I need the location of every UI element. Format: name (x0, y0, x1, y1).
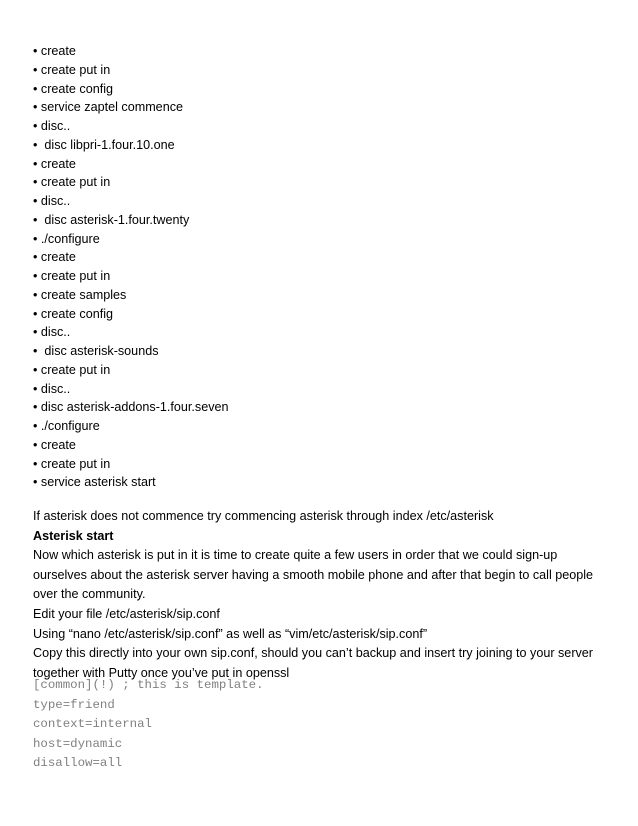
list-item: • create put in (33, 362, 111, 377)
list-item: • create put in (33, 269, 111, 283)
list-item: • disc asterisk-addons-1.four.seven (33, 400, 229, 415)
list-item: • create config (33, 81, 114, 96)
edit-instruction: Edit your file /etc/asterisk/sip.conf (33, 606, 220, 621)
code-line: disallow=all (33, 756, 123, 771)
list-item: • create samples (33, 287, 127, 302)
section-heading: Asterisk start (33, 528, 114, 543)
list-item: • service asterisk start (33, 475, 156, 490)
list-item: • create (33, 156, 76, 171)
list-item: • disc.. (33, 381, 71, 396)
install-steps-list (33, 42, 229, 492)
list-item: • create (33, 44, 76, 58)
list-item: • create put in (33, 175, 111, 190)
code-line: context=internal (33, 717, 152, 732)
list-item: • service zaptel commence (33, 100, 183, 115)
list-item: • create put in (33, 456, 111, 471)
code-line: host=dynamic (33, 736, 123, 751)
list-item: • create config (33, 306, 114, 321)
editor-instruction: Using “nano /etc/asterisk/sip.conf” as well as “vim/etc/asterisk/sip.conf” (33, 626, 428, 641)
list-item: • create (33, 437, 76, 452)
list-item: • disc libpri-1.four.10.one (33, 137, 175, 152)
config-code-block (33, 676, 264, 774)
list-item: • ./configure (33, 419, 100, 433)
intro-paragraph: Now which asterisk is put in it is time to create quite a few users in order that we could sign-up ourselves about the asterisk server having a smooth mobile phone and after that begin to call people over the community. (33, 548, 594, 602)
list-item: • create put in (33, 62, 111, 77)
list-item: • disc asterisk-1.four.twenty (33, 212, 190, 227)
code-line: [common](!) ; this is template. (33, 678, 264, 692)
copy-instruction: Copy this directly into your own sip.conf, should you can’t backup and insert try joining to your server together with Putty once you’ve put in openssl (33, 646, 594, 680)
list-item: • create (33, 250, 76, 265)
list-item: • disc.. (33, 325, 71, 340)
body-text (33, 507, 608, 683)
list-item: • disc.. (33, 119, 71, 133)
list-item: • disc.. (33, 194, 71, 208)
list-item: • disc asterisk-sounds (33, 344, 159, 358)
note-paragraph: If asterisk does not commence try commencing asterisk through index /etc/asterisk (33, 509, 494, 523)
code-line: type=friend (33, 697, 115, 712)
list-item: • ./configure (33, 231, 100, 246)
